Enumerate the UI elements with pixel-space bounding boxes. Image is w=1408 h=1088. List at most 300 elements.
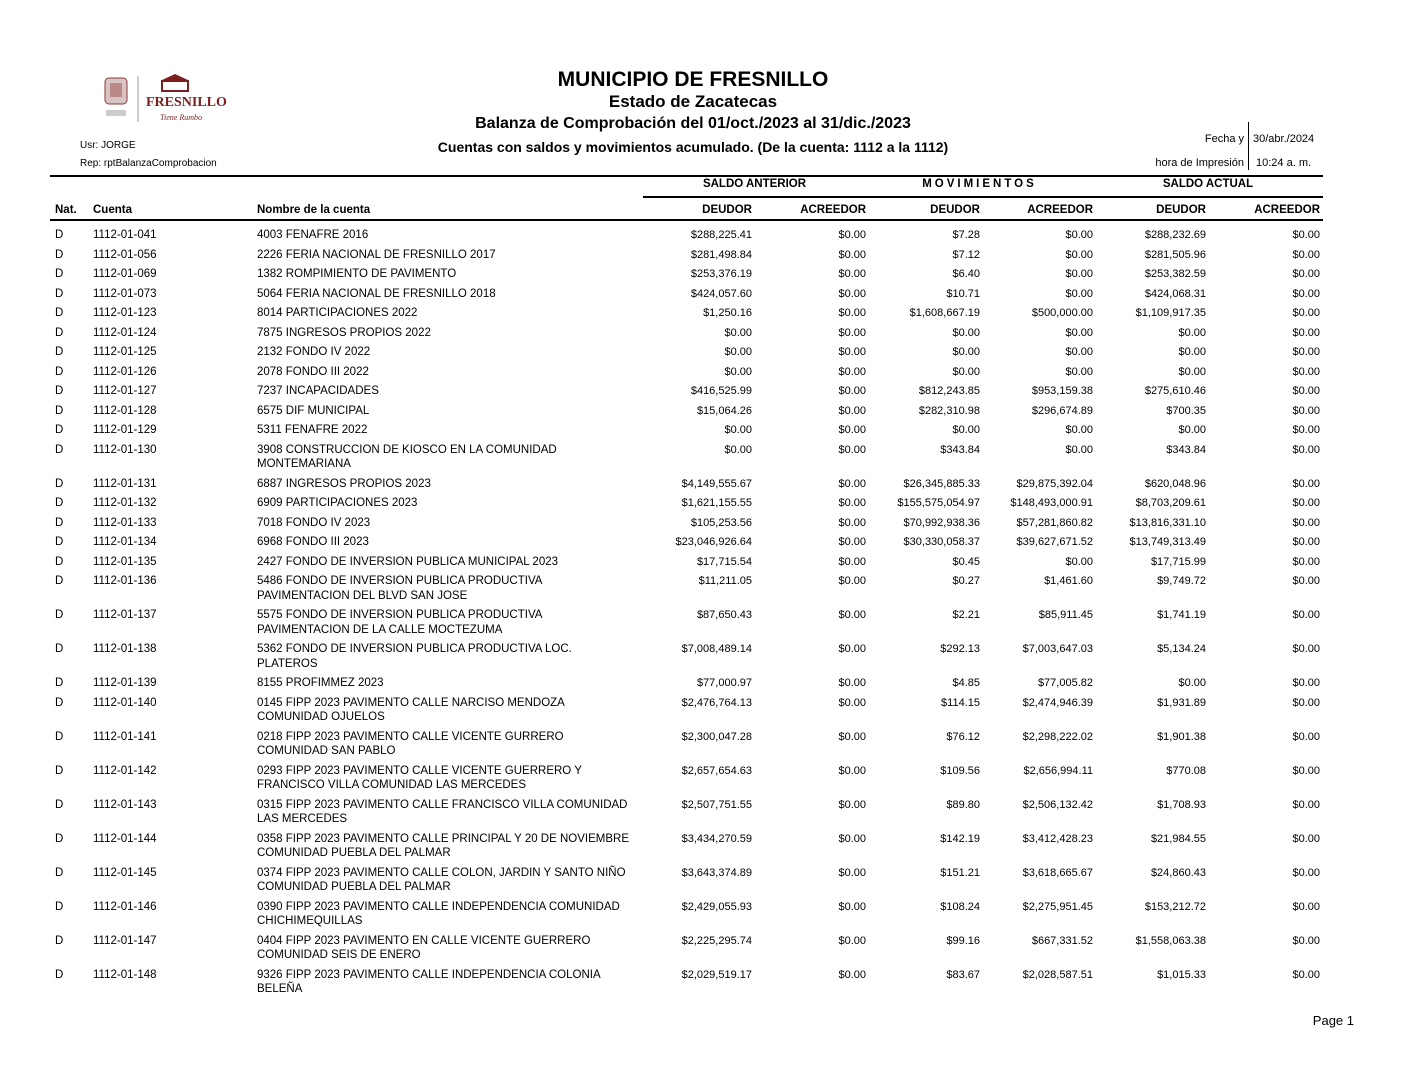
cell-saldo-anterior-acreedor: $0.00 (838, 764, 866, 777)
cell-cuenta: 1112-01-124 (93, 326, 157, 339)
cell-nat: D (55, 346, 64, 358)
cell-nat: D (55, 443, 64, 456)
cell-saldo-actual-deudor: $1,901.38 (1157, 730, 1206, 743)
table-row (50, 324, 1323, 344)
table-row (50, 762, 1323, 796)
cell-saldo-actual-acreedor: $0.00 (1292, 346, 1320, 358)
table-row (50, 441, 1323, 475)
cell-saldo-anterior-acreedor: $0.00 (838, 346, 866, 358)
cell-movimientos-deudor: $7.12 (952, 248, 980, 261)
cell-saldo-actual-deudor: $343.84 (1166, 443, 1206, 456)
cell-saldo-anterior-deudor: $11,211.05 (698, 575, 752, 587)
svg-text:Tiene Rumbo: Tiene Rumbo (160, 113, 202, 122)
cell-nat: D (55, 365, 64, 378)
table-row (50, 966, 1323, 1000)
cell-saldo-anterior-acreedor: $0.00 (838, 643, 866, 655)
cell-movimientos-acreedor: $0.00 (1065, 326, 1093, 339)
cell-cuenta: 1112-01-073 (93, 287, 157, 300)
cell-movimientos-deudor: $6.40 (952, 268, 980, 280)
table-row (50, 553, 1323, 573)
cell-saldo-anterior-deudor: $0.00 (724, 365, 752, 378)
cell-nat: D (55, 536, 64, 548)
cell-movimientos-deudor: $1,608,667.19 (909, 307, 980, 319)
cell-saldo-anterior-acreedor: $0.00 (838, 575, 866, 587)
cell-saldo-actual-deudor: $1,109,917.35 (1135, 307, 1206, 319)
cell-saldo-actual-deudor: $8,703,209.61 (1135, 497, 1206, 509)
table-row (50, 494, 1323, 514)
cell-saldo-anterior-acreedor: $0.00 (838, 677, 866, 689)
svg-text:FRESNILLO: FRESNILLO (146, 95, 227, 110)
report-title: Balanza de Comprobación del 01/oct./2023 al 31/dic./2023 (475, 115, 911, 132)
cell-saldo-anterior-acreedor: $0.00 (838, 307, 866, 319)
cell-nat: D (55, 609, 64, 621)
cell-saldo-actual-deudor: $17,715.99 (1150, 555, 1206, 568)
cell-saldo-anterior-acreedor: $0.00 (838, 900, 866, 913)
cell-saldo-actual-deudor: $770.08 (1166, 764, 1206, 777)
cell-saldo-anterior-acreedor: $0.00 (838, 934, 866, 947)
cell-saldo-actual-acreedor: $0.00 (1292, 229, 1320, 241)
cell-cuenta: 1112-01-056 (93, 248, 157, 261)
cell-nombre: 7018 FONDO IV 2023 (257, 516, 371, 529)
print-date: 30/abr./2024 (1253, 133, 1315, 145)
cell-nat: D (55, 424, 64, 436)
cell-saldo-actual-acreedor: $0.00 (1292, 497, 1320, 509)
cell-saldo-anterior-acreedor: $0.00 (838, 326, 866, 339)
cell-nat: D (55, 307, 64, 319)
table-row (50, 421, 1323, 441)
cell-saldo-anterior-acreedor: $0.00 (838, 866, 866, 879)
cell-nat: D (55, 497, 64, 509)
cell-saldo-anterior-deudor: $2,029,519.17 (681, 968, 752, 981)
cell-nombre: 5575 FONDO DE INVERSION PUBLICA PRODUCTIVA PAVIMENTACION DE LA CALLE MOCTEZUMA (257, 609, 542, 636)
divider (1248, 122, 1249, 170)
cell-nat: D (55, 934, 64, 947)
cell-saldo-actual-acreedor: $0.00 (1292, 643, 1320, 655)
print-time: 10:24 a. m. (1256, 157, 1312, 169)
table-row (50, 674, 1323, 694)
cell-cuenta: 1112-01-147 (93, 934, 157, 947)
cell-nat: D (55, 268, 64, 280)
cell-saldo-anterior-deudor: $288,225.41 (690, 229, 752, 241)
cell-nombre: 2427 FONDO DE INVERSION PUBLICA MUNICIPAL 2023 (257, 555, 559, 568)
cell-saldo-anterior-acreedor: $0.00 (838, 555, 866, 568)
cell-nat: D (55, 516, 64, 529)
cell-saldo-actual-acreedor: $0.00 (1292, 424, 1320, 436)
cell-saldo-actual-acreedor: $0.00 (1292, 307, 1320, 319)
cell-saldo-actual-acreedor: $0.00 (1292, 268, 1320, 280)
cell-saldo-actual-deudor: $9,749.72 (1157, 575, 1206, 587)
cell-saldo-anterior-deudor: $0.00 (724, 346, 752, 358)
table-row (50, 694, 1323, 728)
divider (643, 196, 1323, 198)
cell-saldo-actual-deudor: $13,816,331.10 (1129, 516, 1206, 529)
accounts-table (50, 226, 1323, 1000)
table-row (50, 402, 1323, 422)
cell-movimientos-deudor: $7.28 (952, 229, 980, 241)
cell-nombre: 0390 FIPP 2023 PAVIMENTO CALLE INDEPENDENCIA COMUNIDAD CHICHIMEQUILLAS (257, 900, 620, 927)
cell-cuenta: 1112-01-128 (93, 404, 157, 417)
cell-saldo-actual-deudor: $1,931.89 (1157, 696, 1206, 709)
cell-saldo-actual-deudor: $1,015.33 (1157, 968, 1206, 981)
cell-saldo-actual-acreedor: $0.00 (1292, 730, 1320, 743)
cell-saldo-actual-deudor: $275,610.46 (1144, 385, 1206, 397)
cell-saldo-anterior-acreedor: $0.00 (838, 365, 866, 378)
report-subtitle: Cuentas con saldos y movimientos acumulado. (De la cuenta: 1112 a la 1112) (437, 139, 949, 155)
cell-movimientos-acreedor: $0.00 (1065, 268, 1093, 280)
cell-saldo-anterior-deudor: $4,149,555.67 (681, 477, 752, 490)
cell-movimientos-acreedor: $0.00 (1065, 229, 1093, 241)
cell-saldo-anterior-acreedor: $0.00 (838, 696, 866, 709)
cell-nombre: 9326 FIPP 2023 PAVIMENTO CALLE INDEPENDENCIA COLONIA BELEÑA (257, 968, 601, 995)
cell-nat: D (55, 677, 64, 689)
cell-cuenta: 1112-01-137 (93, 609, 157, 621)
cell-movimientos-acreedor: $57,281,860.82 (1016, 516, 1093, 529)
cell-movimientos-deudor: $155,575,054.97 (897, 497, 980, 509)
cell-saldo-actual-deudor: $5,134.24 (1157, 643, 1206, 655)
cell-movimientos-acreedor: $77,005.82 (1037, 677, 1093, 689)
cell-saldo-actual-acreedor: $0.00 (1292, 832, 1320, 845)
cell-movimientos-deudor: $99.16 (946, 934, 980, 947)
cell-movimientos-acreedor: $2,506,132.42 (1022, 798, 1093, 811)
cell-nat: D (55, 555, 64, 568)
cell-movimientos-deudor: $812,243.85 (918, 385, 980, 397)
cell-saldo-anterior-deudor: $0.00 (724, 443, 752, 456)
table-row (50, 304, 1323, 324)
cell-saldo-actual-deudor: $0.00 (1178, 326, 1206, 339)
cell-movimientos-acreedor: $39,627,671.52 (1016, 536, 1093, 548)
cell-movimientos-deudor: $2.21 (952, 609, 980, 621)
report-name: Rep: rptBalanzaComprobacion (80, 158, 217, 169)
cell-cuenta: 1112-01-140 (93, 696, 157, 709)
cell-saldo-anterior-deudor: $2,225,295.74 (681, 934, 752, 947)
cell-nat: D (55, 968, 64, 981)
cell-movimientos-acreedor: $2,656,994.11 (1023, 764, 1093, 777)
cell-saldo-anterior-deudor: $15,064.26 (696, 404, 752, 417)
cell-nat: D (55, 404, 64, 417)
cell-saldo-actual-acreedor: $0.00 (1292, 385, 1320, 397)
cell-movimientos-deudor: $151.21 (940, 866, 980, 879)
cell-saldo-anterior-acreedor: $0.00 (838, 968, 866, 981)
cell-cuenta: 1112-01-132 (93, 497, 157, 509)
cell-movimientos-deudor: $0.45 (952, 555, 980, 568)
cell-saldo-actual-acreedor: $0.00 (1292, 443, 1320, 456)
cell-saldo-actual-deudor: $1,708.93 (1157, 798, 1206, 811)
cell-saldo-anterior-deudor: $2,507,751.55 (681, 798, 752, 811)
cell-cuenta: 1112-01-146 (93, 900, 157, 913)
cell-saldo-actual-acreedor: $0.00 (1292, 866, 1320, 879)
cell-saldo-actual-deudor: $0.00 (1178, 677, 1206, 689)
cell-movimientos-acreedor: $2,298,222.02 (1022, 730, 1093, 743)
cell-nombre: 2226 FERIA NACIONAL DE FRESNILLO 2017 (257, 248, 496, 261)
cell-saldo-anterior-acreedor: $0.00 (838, 404, 866, 417)
table-row (50, 475, 1323, 495)
cell-nombre: 2132 FONDO IV 2022 (257, 346, 371, 358)
cell-saldo-actual-deudor: $1,741.19 (1157, 609, 1206, 621)
cell-cuenta: 1112-01-133 (93, 516, 157, 529)
cell-nat: D (55, 326, 64, 339)
cell-nat: D (55, 229, 64, 241)
cell-nombre: 3908 CONSTRUCCION DE KIOSCO EN LA COMUNIDAD MONTEMARIANA (257, 443, 557, 470)
cell-movimientos-deudor: $76.12 (946, 730, 980, 743)
cell-saldo-anterior-deudor: $2,300,047.28 (681, 730, 752, 743)
group-saldo-actual: SALDO ACTUAL (1162, 178, 1254, 190)
cell-nombre: 6968 FONDO III 2023 (257, 536, 369, 548)
cell-movimientos-deudor: $89.80 (946, 798, 980, 811)
table-row (50, 640, 1323, 674)
cell-movimientos-deudor: $26,345,885.33 (903, 477, 980, 490)
table-row (50, 226, 1323, 246)
cell-saldo-anterior-deudor: $2,657,654.63 (681, 764, 752, 777)
cell-saldo-anterior-acreedor: $0.00 (838, 832, 866, 845)
table-row (50, 830, 1323, 864)
cell-saldo-actual-acreedor: $0.00 (1292, 934, 1320, 947)
cell-nombre: 6575 DIF MUNICIPAL (257, 404, 370, 417)
divider (50, 175, 1323, 177)
header-deudor: DEUDOR (1156, 204, 1206, 216)
cell-saldo-anterior-deudor: $87,650.43 (696, 609, 752, 621)
cell-saldo-anterior-acreedor: $0.00 (838, 443, 866, 456)
cell-movimientos-acreedor: $1,461.60 (1044, 575, 1093, 587)
cell-saldo-actual-deudor: $153,212.72 (1144, 900, 1206, 913)
header-deudor: DEUDOR (702, 204, 752, 216)
cell-movimientos-acreedor: $0.00 (1065, 424, 1093, 436)
cell-cuenta: 1112-01-136 (93, 575, 157, 587)
table-row (50, 514, 1323, 534)
cell-saldo-anterior-deudor: $7,008,489.14 (681, 643, 752, 655)
cell-saldo-anterior-deudor: $281,498.84 (690, 248, 752, 261)
table-row (50, 572, 1323, 606)
cell-movimientos-acreedor: $0.00 (1065, 443, 1093, 456)
cell-saldo-actual-acreedor: $0.00 (1292, 968, 1320, 981)
header-nombre: Nombre de la cuenta (257, 204, 371, 216)
cell-movimientos-acreedor: $667,331.52 (1031, 934, 1093, 947)
cell-saldo-anterior-acreedor: $0.00 (838, 385, 866, 397)
table-row (50, 382, 1323, 402)
cell-saldo-actual-deudor: $0.00 (1178, 424, 1206, 436)
cell-movimientos-deudor: $108.24 (940, 900, 980, 913)
cell-movimientos-deudor: $114.15 (941, 696, 980, 709)
cell-saldo-actual-deudor: $21,984.55 (1150, 832, 1206, 845)
cell-saldo-actual-acreedor: $0.00 (1292, 516, 1320, 529)
cell-nombre: 8014 PARTICIPACIONES 2022 (257, 307, 418, 319)
cell-movimientos-acreedor: $0.00 (1065, 287, 1093, 300)
cell-saldo-anterior-deudor: $3,643,374.89 (681, 866, 752, 879)
cell-nat: D (55, 287, 64, 300)
cell-saldo-actual-deudor: $700.35 (1166, 404, 1206, 417)
cell-nat: D (55, 764, 64, 777)
cell-saldo-anterior-acreedor: $0.00 (838, 497, 866, 509)
cell-saldo-anterior-acreedor: $0.00 (838, 229, 866, 241)
cell-movimientos-acreedor: $148,493,000.91 (1010, 497, 1093, 509)
cell-saldo-anterior-deudor: $424,057.60 (690, 287, 752, 300)
cell-nombre: 0315 FIPP 2023 PAVIMENTO CALLE FRANCISCO VILLA COMUNIDAD LAS MERCEDES (257, 798, 628, 825)
cell-movimientos-deudor: $83.67 (946, 968, 980, 981)
cell-saldo-anterior-acreedor: $0.00 (838, 477, 866, 490)
cell-saldo-anterior-acreedor: $0.00 (838, 730, 866, 743)
cell-saldo-actual-deudor: $281,505.96 (1144, 248, 1206, 261)
cell-nombre: 8155 PROFIMMEZ 2023 (257, 677, 384, 689)
cell-nombre: 4003 FENAFRE 2016 (257, 229, 369, 241)
cell-movimientos-deudor: $0.00 (952, 346, 980, 358)
cell-saldo-anterior-acreedor: $0.00 (838, 516, 866, 529)
cell-nombre: 0293 FIPP 2023 PAVIMENTO CALLE VICENTE GUERRERO Y FRANCISCO VILLA COMUNIDAD LAS MERCEDES (257, 764, 582, 791)
cell-cuenta: 1112-01-144 (93, 832, 157, 845)
cell-movimientos-acreedor: $0.00 (1065, 555, 1093, 568)
cell-nat: D (55, 730, 64, 743)
cell-saldo-actual-acreedor: $0.00 (1292, 287, 1320, 300)
column-headers (50, 202, 1323, 218)
cell-saldo-actual-acreedor: $0.00 (1292, 326, 1320, 339)
cell-movimientos-acreedor: $0.00 (1065, 365, 1093, 378)
cell-nombre: 5486 FONDO DE INVERSION PUBLICA PRODUCTIVA PAVIMENTACION DEL BLVD SAN JOSE (257, 575, 542, 602)
cell-cuenta: 1112-01-127 (93, 385, 157, 397)
cell-cuenta: 1112-01-139 (93, 677, 157, 689)
cell-nombre: 5362 FONDO DE INVERSION PUBLICA PRODUCTIVA LOC. PLATEROS (257, 643, 572, 670)
cell-saldo-actual-acreedor: $0.00 (1292, 696, 1320, 709)
cell-nat: D (55, 575, 64, 587)
cell-cuenta: 1112-01-126 (93, 365, 157, 378)
cell-saldo-anterior-acreedor: $0.00 (838, 424, 866, 436)
cell-nombre: 0218 FIPP 2023 PAVIMENTO CALLE VICENTE GURRERO COMUNIDAD SAN PABLO (257, 730, 564, 757)
cell-movimientos-acreedor: $0.00 (1065, 346, 1093, 358)
cell-cuenta: 1112-01-129 (93, 424, 157, 436)
cell-movimientos-deudor: $142.19 (940, 832, 980, 845)
cell-movimientos-deudor: $0.00 (952, 365, 980, 378)
table-row (50, 285, 1323, 305)
cell-nombre: 5064 FERIA NACIONAL DE FRESNILLO 2018 (257, 287, 496, 300)
cell-cuenta: 1112-01-131 (93, 477, 157, 490)
header-acreedor: ACREEDOR (800, 204, 866, 216)
cell-cuenta: 1112-01-069 (93, 268, 157, 280)
table-row (50, 265, 1323, 285)
cell-movimientos-deudor: $292.13 (940, 643, 980, 655)
cell-saldo-anterior-deudor: $23,046,926.64 (675, 536, 752, 548)
cell-movimientos-acreedor: $2,474,946.39 (1022, 696, 1093, 709)
cell-movimientos-deudor: $70,992,938.36 (903, 516, 980, 529)
cell-movimientos-acreedor: $500,000.00 (1031, 307, 1093, 319)
header-acreedor: ACREEDOR (1027, 204, 1093, 216)
cell-nombre: 7237 INCAPACIDADES (257, 385, 379, 397)
cell-saldo-actual-acreedor: $0.00 (1292, 477, 1320, 490)
cell-saldo-actual-acreedor: $0.00 (1292, 404, 1320, 417)
cell-cuenta: 1112-01-138 (93, 643, 157, 655)
cell-nat: D (55, 248, 64, 261)
cell-movimientos-deudor: $0.00 (952, 326, 980, 339)
cell-cuenta: 1112-01-148 (93, 968, 157, 981)
cell-saldo-actual-deudor: $24,860.43 (1150, 866, 1206, 879)
cell-saldo-anterior-acreedor: $0.00 (838, 536, 866, 548)
cell-nat: D (55, 832, 64, 845)
cell-cuenta: 1112-01-142 (93, 764, 157, 777)
cell-saldo-actual-acreedor: $0.00 (1292, 609, 1320, 621)
cell-nombre: 0374 FIPP 2023 PAVIMENTO CALLE COLON, JARDIN Y SANTO NIÑO COMUNIDAD PUEBLA DEL PALMAR (257, 866, 626, 893)
cell-movimientos-acreedor: $3,412,428.23 (1022, 832, 1093, 845)
cell-nat: D (55, 385, 64, 397)
cell-movimientos-acreedor: $85,911.45 (1038, 609, 1093, 621)
cell-cuenta: 1112-01-141 (93, 730, 157, 743)
cell-saldo-anterior-acreedor: $0.00 (838, 798, 866, 811)
table-row (50, 343, 1323, 363)
cell-nat: D (55, 477, 64, 490)
table-row (50, 932, 1323, 966)
user-label: Usr: JORGE (80, 140, 136, 151)
cell-nombre: 0145 FIPP 2023 PAVIMENTO CALLE NARCISO MENDOZA COMUNIDAD OJUELOS (257, 696, 565, 723)
cell-saldo-actual-deudor: $0.00 (1178, 365, 1206, 378)
header-deudor: DEUDOR (930, 204, 980, 216)
cell-saldo-anterior-deudor: $1,250.16 (703, 307, 752, 319)
cell-saldo-actual-acreedor: $0.00 (1292, 575, 1320, 587)
cell-movimientos-deudor: $0.27 (952, 575, 980, 587)
cell-saldo-actual-deudor: $620,048.96 (1144, 477, 1206, 490)
cell-movimientos-deudor: $10.71 (946, 287, 980, 300)
cell-nombre: 6909 PARTICIPACIONES 2023 (257, 497, 418, 509)
cell-nombre: 5311 FENAFRE 2022 (257, 424, 368, 436)
cell-saldo-anterior-deudor: $77,000.97 (696, 677, 752, 689)
cell-saldo-actual-acreedor: $0.00 (1292, 365, 1320, 378)
date-label: Fecha y (1204, 133, 1244, 145)
cell-cuenta: 1112-01-125 (93, 346, 157, 358)
cell-nombre: 2078 FONDO III 2022 (257, 365, 369, 378)
table-row (50, 246, 1323, 266)
cell-movimientos-acreedor: $3,618,665.67 (1022, 866, 1093, 879)
table-row (50, 864, 1323, 898)
time-label: hora de Impresión (1155, 157, 1244, 169)
cell-movimientos-acreedor: $296,674.89 (1031, 404, 1093, 417)
state-subtitle: Estado de Zacatecas (608, 92, 778, 111)
cell-saldo-actual-acreedor: $0.00 (1292, 900, 1320, 913)
cell-nombre: 1382 ROMPIMIENTO DE PAVIMENTO (257, 268, 457, 280)
cell-movimientos-acreedor: $2,028,587.51 (1022, 968, 1093, 981)
cell-saldo-anterior-deudor: $1,621,155.55 (681, 497, 752, 509)
cell-saldo-actual-deudor: $288,232.69 (1144, 229, 1206, 241)
cell-nombre: 7875 INGRESOS PROPIOS 2022 (257, 326, 431, 339)
header-cuenta: Cuenta (93, 204, 132, 216)
cell-saldo-anterior-acreedor: $0.00 (838, 287, 866, 300)
table-row (50, 728, 1323, 762)
cell-saldo-actual-acreedor: $0.00 (1292, 798, 1320, 811)
cell-saldo-anterior-deudor: $105,253.56 (690, 516, 752, 529)
cell-nat: D (55, 643, 64, 655)
cell-movimientos-deudor: $109.56 (940, 764, 980, 777)
cell-cuenta: 1112-01-145 (93, 866, 157, 879)
cell-movimientos-acreedor: $0.00 (1065, 248, 1093, 261)
cell-saldo-anterior-acreedor: $0.00 (838, 609, 866, 621)
table-row (50, 363, 1323, 383)
divider (50, 219, 1323, 221)
cell-saldo-anterior-deudor: $0.00 (724, 326, 752, 339)
table-row (50, 606, 1323, 640)
cell-nat: D (55, 696, 64, 709)
cell-cuenta: 1112-01-130 (93, 443, 157, 456)
cell-cuenta: 1112-01-135 (93, 555, 157, 568)
cell-saldo-anterior-acreedor: $0.00 (838, 268, 866, 280)
cell-saldo-actual-deudor: $0.00 (1178, 346, 1206, 358)
cell-movimientos-acreedor: $7,003,647.03 (1022, 643, 1093, 655)
table-row (50, 796, 1323, 830)
cell-cuenta: 1112-01-143 (93, 798, 157, 811)
cell-saldo-anterior-deudor: $0.00 (724, 424, 752, 436)
group-saldo-anterior: SALDO ANTERIOR (702, 178, 807, 190)
header-acreedor: ACREEDOR (1254, 204, 1320, 216)
cell-cuenta: 1112-01-041 (93, 229, 157, 241)
cell-cuenta: 1112-01-134 (93, 536, 157, 548)
page-number: Page 1 (1312, 1013, 1354, 1028)
cell-nat: D (55, 866, 64, 879)
cell-movimientos-deudor: $0.00 (952, 424, 980, 436)
cell-saldo-actual-acreedor: $0.00 (1292, 248, 1320, 261)
header-nat: Nat. (55, 204, 77, 216)
cell-movimientos-deudor: $282,310.98 (918, 404, 980, 417)
